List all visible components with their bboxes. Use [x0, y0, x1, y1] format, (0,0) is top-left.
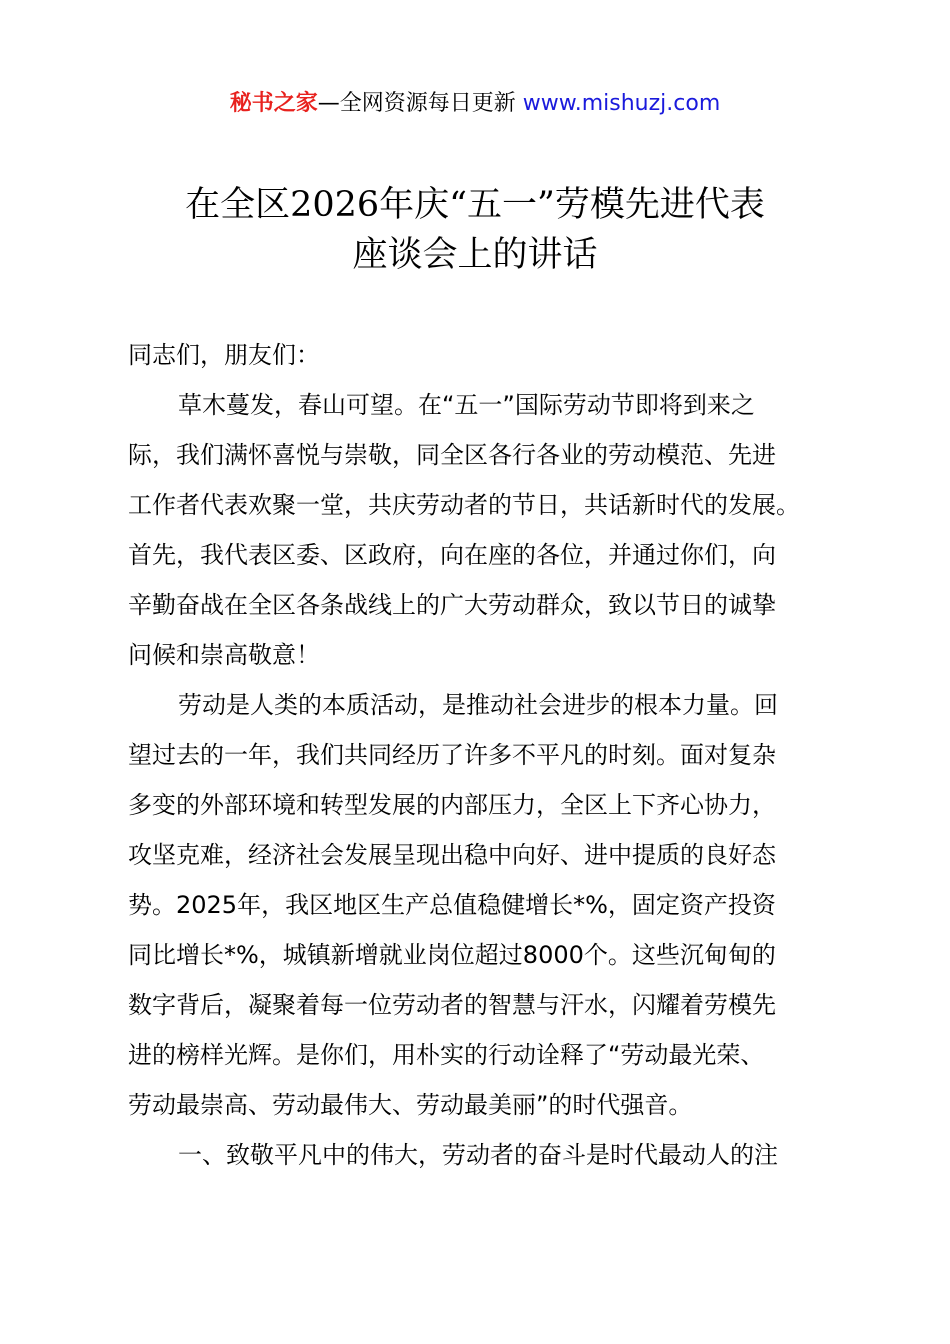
paragraph-line: 草木蔓发，春山可望。在“五一”国际劳动节即将到来之 [178, 391, 755, 419]
document-title [0, 180, 950, 280]
site-brand: 秘书之家 [229, 91, 318, 116]
paragraph-line: 数字背后，凝聚着每一位劳动者的智慧与汗水，闪耀着劳模先 [128, 991, 776, 1019]
paragraph-line: 同比增长*%，城镇新增就业岗位超过8000个。这些沉甸甸的 [128, 941, 776, 969]
paragraph-line: 多变的外部环境和转型发展的内部压力，全区上下齐心协力， [128, 791, 776, 819]
site-header [0, 88, 950, 120]
paragraph-line: 进的榜样光辉。是你们，用朴实的行动诠释了“劳动最光荣、 [128, 1041, 765, 1069]
site-tagline: —全网资源每日更新 [317, 91, 523, 116]
paragraph-line: 首先，我代表区委、区政府，向在座的各位，并通过你们，向 [128, 541, 776, 569]
paragraph-line: 劳动最崇高、劳动最伟大、劳动最美丽”的时代强音。 [128, 1091, 693, 1119]
paragraph-line: 势。2025年，我区地区生产总值稳健增长*%，固定资产投资 [128, 891, 776, 919]
title-line-2: 座谈会上的讲话 [352, 235, 598, 275]
paragraph-line: 辛勤奋战在全区各条战线上的广大劳动群众，致以节日的诚挚 [128, 591, 776, 619]
title-line-1: 在全区2026年庆“五一”劳模先进代表 [185, 185, 765, 225]
site-url-link[interactable]: www.mishuzj.com [522, 91, 721, 116]
paragraph-line: 问候和崇高敬意！ [128, 641, 320, 669]
paragraph-line: 工作者代表欢聚一堂，共庆劳动者的节日，共话新时代的发展。 [128, 491, 800, 519]
salutation: 同志们，朋友们： [128, 341, 320, 369]
paragraph-line: 际，我们满怀喜悦与崇敬，同全区各行各业的劳动模范、先进 [128, 441, 776, 469]
paragraph-line: 望过去的一年，我们共同经历了许多不平凡的时刻。面对复杂 [128, 741, 776, 769]
document-body [128, 330, 848, 1180]
paragraph-line: 劳动是人类的本质活动，是推动社会进步的根本力量。回 [178, 691, 778, 719]
section-heading: 一、致敬平凡中的伟大，劳动者的奋斗是时代最动人的注 [178, 1141, 778, 1169]
paragraph-line: 攻坚克难，经济社会发展呈现出稳中向好、进中提质的良好态 [128, 841, 776, 869]
